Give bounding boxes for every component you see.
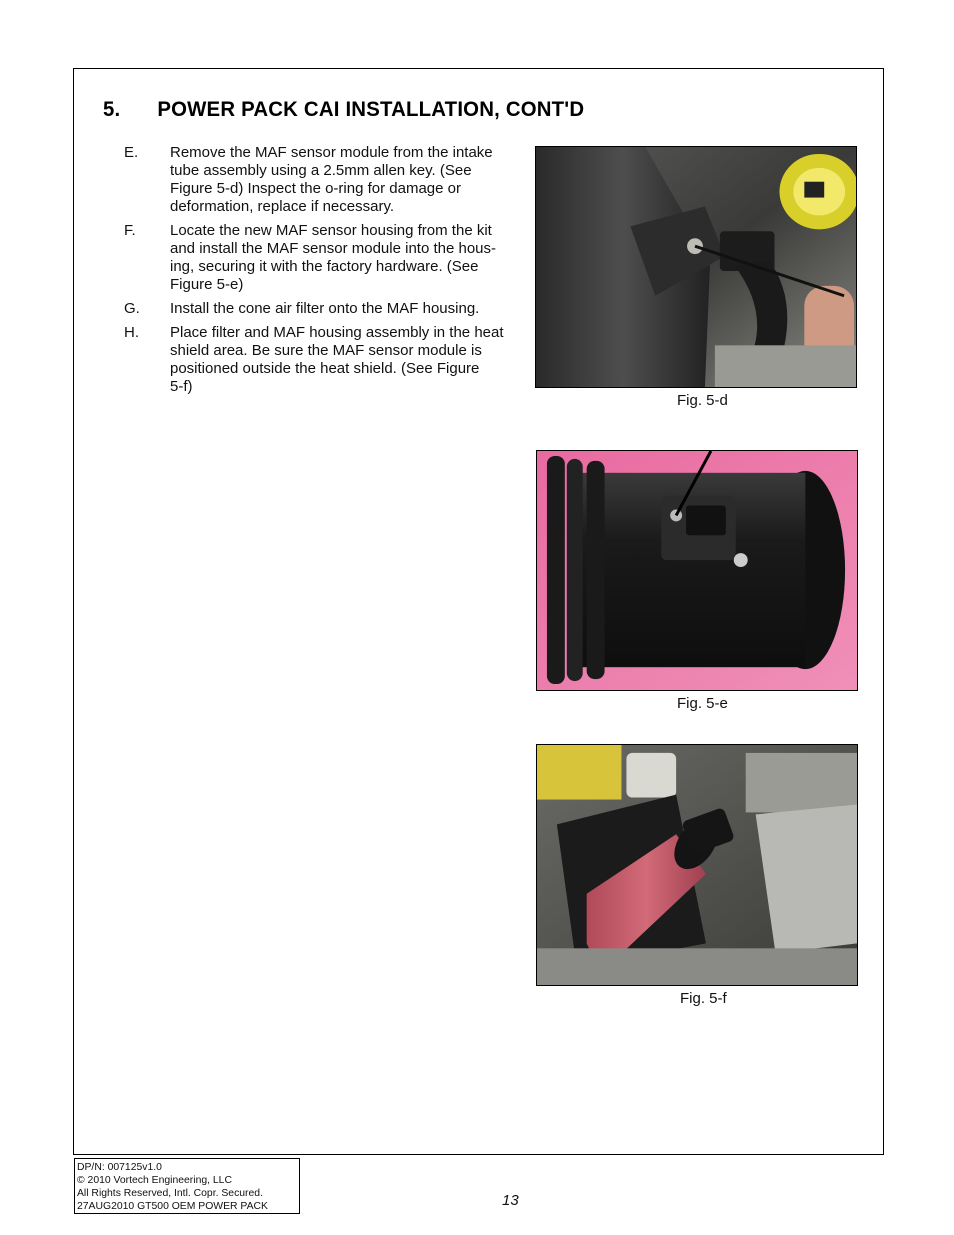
document-title: 27AUG2010 GT500 OEM POWER PACK bbox=[77, 1201, 268, 1212]
page-number: 13 bbox=[502, 1192, 519, 1209]
rights: All Rights Reserved, Intl. Copr. Secured. bbox=[77, 1188, 263, 1199]
step-letter: F. bbox=[124, 222, 136, 239]
figure-5e-photo bbox=[536, 450, 858, 691]
step-text: Remove the MAF sensor module from the intake tube assembly using a 2.5mm allen key. (See Figure 5-d) Inspect the o-ring for damage or deformation, replace if necessary. bbox=[170, 144, 493, 215]
step-letter: G. bbox=[124, 300, 140, 317]
step-text: Place filter and MAF housing assembly in the heat shield area. Be sure the MAF sensor module is positioned outside the heat shield. (See Figure 5-f) bbox=[170, 324, 504, 395]
step-text: Locate the new MAF sensor housing from the kit and install the MAF sensor module into the hous- ing, securing it with the factory hardware. (See Figure 5-e) bbox=[170, 222, 497, 293]
figure-5f-caption: Fig. 5-f bbox=[680, 990, 727, 1007]
part-number: DP/N: 007125v1.0 bbox=[77, 1162, 162, 1173]
figure-5d-caption: Fig. 5-d bbox=[677, 392, 728, 409]
step-h bbox=[124, 324, 524, 396]
step-g bbox=[124, 300, 524, 318]
step-letter: H. bbox=[124, 324, 139, 341]
copyright: © 2010 Vortech Engineering, LLC bbox=[77, 1175, 232, 1186]
section-number: 5. bbox=[103, 98, 121, 121]
section-title: POWER PACK CAI INSTALLATION, CONT'D bbox=[157, 98, 585, 121]
step-text: Install the cone air filter onto the MAF housing. bbox=[170, 300, 480, 317]
figure-5d-photo bbox=[535, 146, 857, 388]
section-heading bbox=[103, 98, 584, 122]
step-e bbox=[124, 144, 524, 216]
figure-5f-photo bbox=[536, 744, 858, 986]
document-info-box bbox=[74, 1158, 300, 1214]
step-f bbox=[124, 222, 524, 294]
step-letter: E. bbox=[124, 144, 139, 161]
figure-5e-caption: Fig. 5-e bbox=[677, 695, 728, 712]
instruction-steps bbox=[124, 144, 524, 402]
